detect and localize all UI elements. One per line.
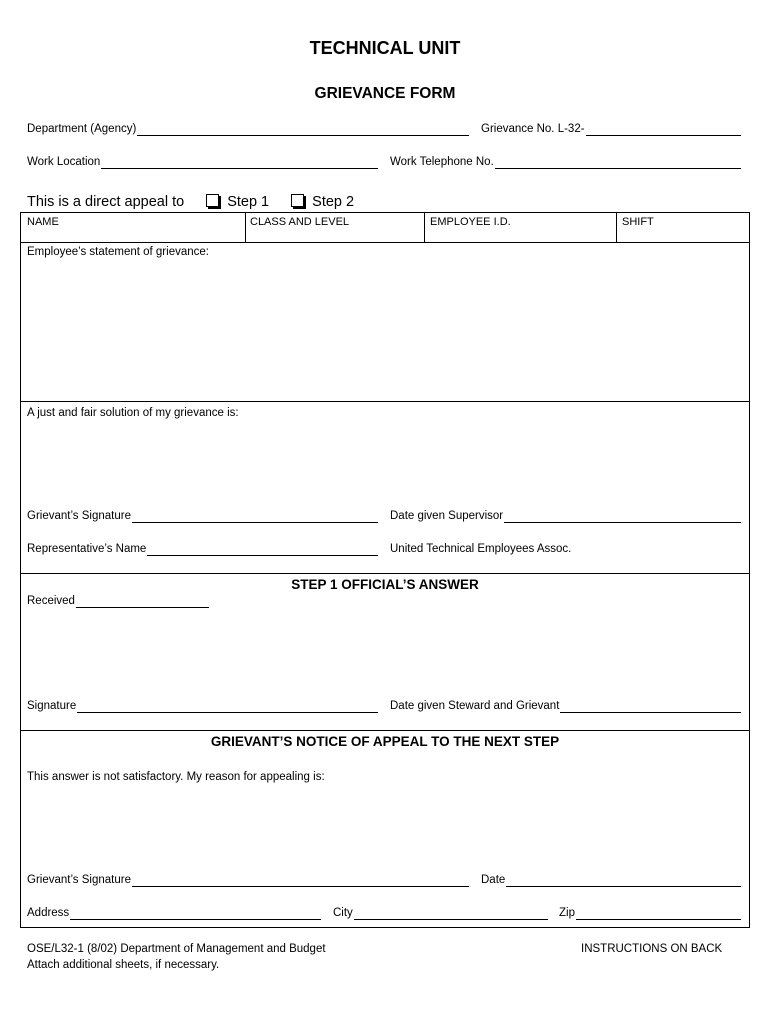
section-divider bbox=[20, 401, 750, 402]
grievant-signature-label: Grievant’s Signature bbox=[27, 510, 131, 522]
employee-id-column-header: EMPLOYEE I.D. bbox=[430, 216, 511, 228]
received-label: Received bbox=[27, 595, 75, 607]
step1-signature-field[interactable] bbox=[27, 699, 378, 713]
date-given-steward-field[interactable] bbox=[390, 699, 741, 713]
work-location-field[interactable] bbox=[27, 155, 378, 169]
work-telephone-label: Work Telephone No. bbox=[390, 156, 494, 168]
notice-heading: GRIEVANT’S NOTICE OF APPEAL TO THE NEXT STEP bbox=[210, 734, 560, 749]
grievance-number-field[interactable] bbox=[481, 122, 741, 136]
notice-grievant-signature-field[interactable] bbox=[27, 873, 469, 887]
date-given-supervisor-label: Date given Supervisor bbox=[390, 510, 504, 522]
step1-label: Step 1 bbox=[227, 194, 270, 210]
work-telephone-field[interactable] bbox=[390, 155, 741, 169]
zip-field[interactable] bbox=[559, 906, 741, 920]
instructions-on-back: INSTRUCTIONS ON BACK bbox=[581, 943, 723, 955]
section-divider bbox=[20, 730, 750, 731]
received-field[interactable] bbox=[27, 594, 209, 608]
department-field[interactable] bbox=[27, 122, 469, 136]
notice-date-field[interactable] bbox=[481, 873, 741, 887]
address-label: Address bbox=[27, 907, 70, 919]
department-label: Department (Agency) bbox=[27, 123, 137, 135]
section-divider bbox=[20, 242, 750, 243]
step1-signature-label: Signature bbox=[27, 700, 77, 712]
form-title: TECHNICAL UNIT bbox=[309, 38, 461, 58]
attach-sheets-note: Attach additional sheets, if necessary. bbox=[27, 959, 220, 971]
section-divider bbox=[20, 573, 750, 574]
grievance-number-label: Grievance No. L-32- bbox=[481, 123, 585, 135]
address-field[interactable] bbox=[27, 906, 321, 920]
notice-date-label: Date bbox=[481, 874, 506, 886]
statement-label: Employee’s statement of grievance: bbox=[27, 246, 209, 258]
step2-label: Step 2 bbox=[312, 194, 355, 210]
shift-column-header: SHIFT bbox=[622, 216, 654, 228]
city-field[interactable] bbox=[333, 906, 548, 920]
column-divider bbox=[424, 213, 425, 243]
appeal-prefix: This is a direct appeal to bbox=[27, 194, 185, 210]
date-given-supervisor-field[interactable] bbox=[390, 509, 741, 523]
name-column-header: NAME bbox=[27, 216, 59, 228]
city-label: City bbox=[333, 907, 353, 919]
solution-label: A just and fair solution of my grievance is: bbox=[27, 407, 239, 419]
step2-checkbox[interactable] bbox=[291, 194, 304, 207]
appeal-reason-label: This answer is not satisfactory. My reason for appealing is: bbox=[27, 771, 325, 783]
representative-name-label: Representative’s Name bbox=[27, 543, 147, 555]
column-divider bbox=[616, 213, 617, 243]
zip-label: Zip bbox=[559, 907, 575, 919]
appeal-line bbox=[27, 194, 354, 210]
step1-heading: STEP 1 OFFICIAL’S ANSWER bbox=[291, 577, 479, 592]
form-subtitle: GRIEVANCE FORM bbox=[314, 85, 456, 102]
form-body-box bbox=[20, 212, 750, 928]
work-location-label: Work Location bbox=[27, 156, 101, 168]
form-id-line: OSE/L32-1 (8/02) Department of Management and Budget bbox=[27, 943, 326, 955]
date-given-steward-label: Date given Steward and Grievant bbox=[390, 700, 560, 712]
column-divider bbox=[245, 213, 246, 243]
class-level-column-header: CLASS AND LEVEL bbox=[250, 216, 350, 228]
notice-grievant-signature-label: Grievant’s Signature bbox=[27, 874, 131, 886]
step1-checkbox[interactable] bbox=[206, 194, 219, 207]
association-name: United Technical Employees Assoc. bbox=[390, 543, 572, 555]
grievant-signature-field[interactable] bbox=[27, 509, 378, 523]
representative-name-field[interactable] bbox=[27, 542, 378, 556]
